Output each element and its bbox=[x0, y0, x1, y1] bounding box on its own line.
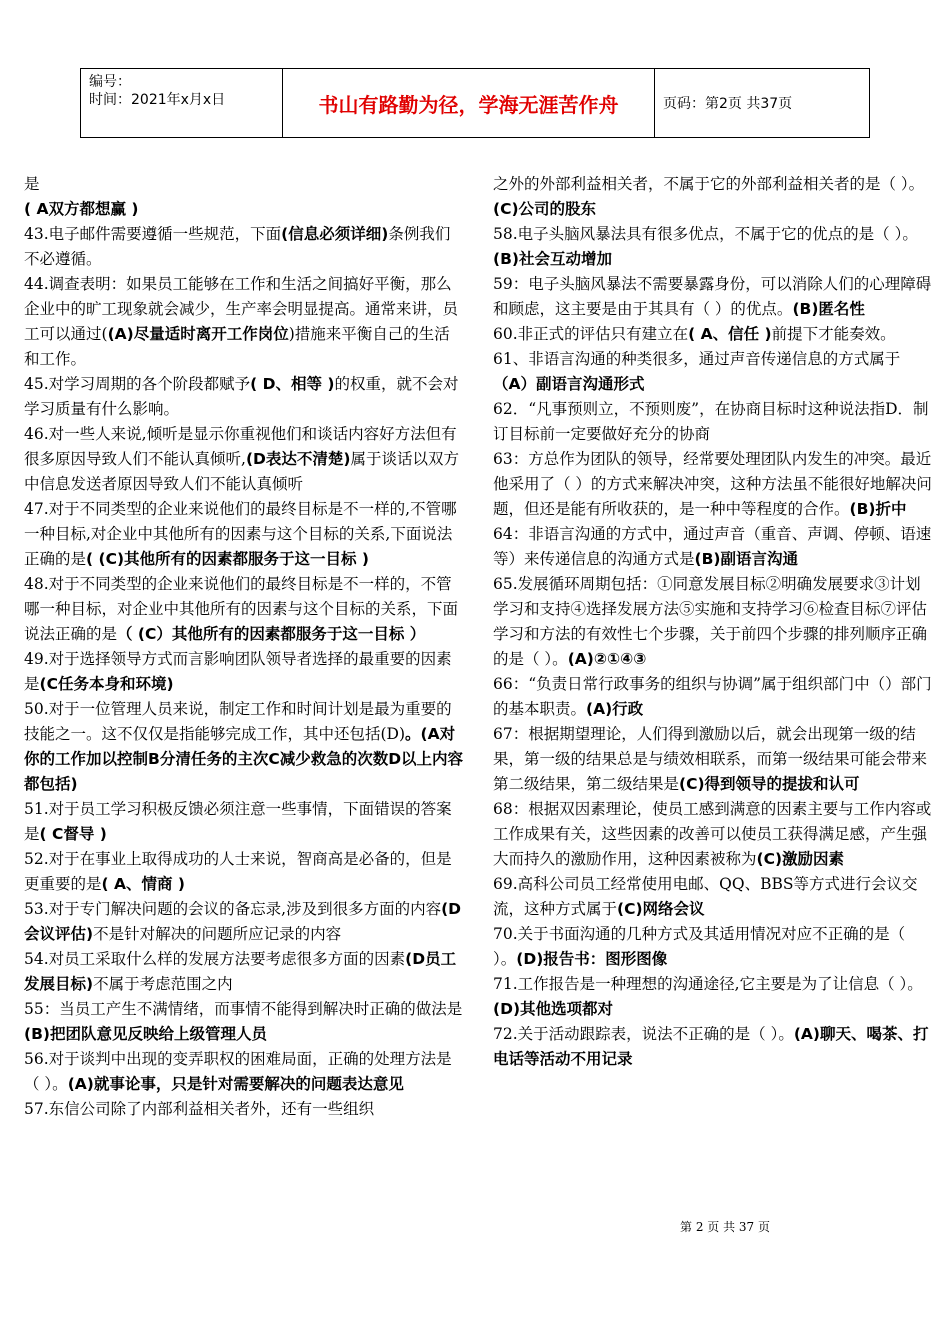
question-q59 bbox=[493, 272, 933, 322]
answer-text: (B)折中 bbox=[849, 500, 907, 518]
question-q56 bbox=[24, 1047, 464, 1097]
answer-text: (A)②①④③ bbox=[567, 650, 647, 668]
question-q67 bbox=[493, 722, 933, 797]
question-text: 61、非语言沟通的种类很多，通过声音传递信息的方式属于 bbox=[493, 350, 901, 368]
question-tail: 属于谈话以双方中信息发送者原因导致人们不能认真倾听 bbox=[24, 450, 459, 493]
question-q54 bbox=[24, 947, 464, 997]
question-q63 bbox=[493, 447, 933, 522]
question-text: 59：电子头脑风暴法不需要暴露身份，可以消除人们的心理障碍和顾虑，这主要是由于其具有（ ）的优点。 bbox=[493, 275, 932, 318]
question-text: 48.对于不同类型的企业来说他们的最终目标是不一样的，不管哪一种目标，对企业中其他所有的因素与这个目标的关系，下面说法正确的是 bbox=[24, 575, 459, 643]
question-q50 bbox=[24, 697, 464, 797]
question-text: 68：根据双因素理论，使员工感到满意的因素主要与工作内容或工作成果有关，这些因素的改善可以使员工获得满足感，产生强大而持久的激励作用，这种因素被称为 bbox=[493, 800, 932, 868]
header-motto: 书山有路勤为径，学海无涯苦作舟 bbox=[283, 69, 655, 137]
question-text: 50.对于一位管理人员来说，制定工作和时间计划是最为重要的技能之一。这不仅仅是指能够完成工作，其中还包括(D) bbox=[24, 700, 452, 743]
answer-text: (C)得到领导的提拔和认可 bbox=[679, 775, 860, 793]
answer-text: (A)聊天、喝茶、打电话等活动不用记录 bbox=[493, 1025, 929, 1068]
question-q60 bbox=[493, 322, 933, 347]
question-q48 bbox=[24, 572, 464, 647]
question-q57 bbox=[24, 1097, 464, 1122]
question-tail: 不属于考虑范围之内 bbox=[93, 975, 233, 993]
question-q52 bbox=[24, 847, 464, 897]
time-label: 时间：2021年x月x日 bbox=[89, 92, 226, 108]
question-text: 72.关于活动跟踪表，说法不正确的是（ ）。 bbox=[493, 1025, 794, 1043]
question-q69 bbox=[493, 872, 933, 922]
question-text: 71.工作报告是一种理想的沟通途径,它主要是为了让信息（ ）。 bbox=[493, 975, 923, 993]
answer-text: (C)公司的股东 bbox=[493, 200, 597, 218]
answer-text: (C)激励因素 bbox=[756, 850, 845, 868]
left-column bbox=[24, 172, 464, 1122]
question-q53 bbox=[24, 897, 464, 947]
question-text: 65.发展循环周期包括：①同意发展目标②明确发展要求③计划学习和支持④选择发展方法⑤实施和支持学习⑥检查目标⑦评估学习和方法的有效性七个步骤，关于前四个步骤的排列顺序正确的是（ ）。 bbox=[493, 575, 928, 668]
question-text: 52.对于在事业上取得成功的人士来说，智商高是必备的，但是更重要的是 bbox=[24, 850, 452, 893]
question-q51 bbox=[24, 797, 464, 847]
answer-text: (A)就事论事，只是针对需要解决的问题表达意见 bbox=[67, 1075, 404, 1093]
question-q68 bbox=[493, 797, 933, 872]
question-text: 63：方总作为团队的领导，经常要处理团队内发生的冲突。最近他采用了（ ）的方式来解决冲突，这种方法虽不能很好地解决问题，但还是能有所收获的，是一种中等程度的合作。 bbox=[493, 450, 932, 518]
header-info bbox=[81, 69, 283, 137]
answer-text: (D会议评估) bbox=[24, 900, 462, 943]
answer-text: (信息必须详细) bbox=[281, 225, 389, 243]
page-footer: 第 2 页 共 37 页 bbox=[680, 1220, 770, 1234]
answer-text: 。(A对你的工作加以控制B分清任务的主次C减少救急的次数D以上内容都包括) bbox=[24, 725, 464, 793]
question-tail: )措施来平衡自己的生活和工作。 bbox=[24, 325, 450, 368]
question-text: 53.对于专门解决问题的会议的备忘录,涉及到很多方面的内容 bbox=[24, 900, 442, 918]
question-q47 bbox=[24, 497, 464, 572]
question-tail: 不是针对解决的问题所应记录的内容 bbox=[93, 925, 342, 943]
question-q57-cont bbox=[493, 172, 933, 222]
question-q42-ans bbox=[24, 197, 464, 222]
question-q43 bbox=[24, 222, 464, 272]
question-q45 bbox=[24, 372, 464, 422]
question-q61 bbox=[493, 347, 933, 397]
answer-text: ( A、情商 ) bbox=[101, 875, 185, 893]
question-text: 62．“凡事预则立，不预则废”，在协商目标时这种说法指D．制订目标前一定要做好充分的协商 bbox=[493, 400, 929, 443]
answer-text: (D表达不清楚) bbox=[245, 450, 351, 468]
question-q46 bbox=[24, 422, 464, 497]
question-text: 60.非正式的评估只有建立在 bbox=[493, 325, 689, 343]
question-q66 bbox=[493, 672, 933, 722]
question-text: 47.对于不同类型的企业来说他们的最终目标是不一样的,不管哪一种目标,对企业中其他所有的因素与这个目标的关系,下面说法正确的是 bbox=[24, 500, 457, 568]
question-q44 bbox=[24, 272, 464, 372]
question-q62 bbox=[493, 397, 933, 447]
answer-text: (D)报告书：图形图像 bbox=[516, 950, 668, 968]
question-text: 67：根据期望理论，人们得到激励以后，就会出现第一级的结果，第一级的结果总是与绩效相联系，而第一级结果可能会带来第二级结果，第二级结果是 bbox=[493, 725, 928, 793]
question-text: 64：非语言沟通的方式中，通过声音（重音、声调、停顿、语速等）来传递信息的沟通方式是 bbox=[493, 525, 932, 568]
question-text: 51.对于员工学习积极反馈必须注意一些事情，下面错误的答案是 bbox=[24, 800, 452, 843]
question-q65 bbox=[493, 572, 933, 672]
answer-text: (C)网络会议 bbox=[617, 900, 705, 918]
answer-text: (B)社会互动增加 bbox=[493, 250, 612, 268]
header-page-info: 页码：第2页 共37页 bbox=[663, 96, 793, 112]
question-text: 70.关于书面沟通的几种方式及其适用情况对应不正确的是（ ）。 bbox=[493, 925, 906, 968]
question-text: 是 bbox=[24, 175, 40, 193]
question-text: 49.对于选择领导方式而言影响团队领导者选择的最重要的因素是 bbox=[24, 650, 452, 693]
answer-text: ( D、相等 ) bbox=[250, 375, 335, 393]
question-q71 bbox=[493, 972, 933, 1022]
answer-text: ( (C)其他所有的因素都服务于这一目标 ) bbox=[86, 550, 370, 568]
question-text: 56.对于谈判中出现的变弄职权的困难局面，正确的处理方法是（ ）。 bbox=[24, 1050, 452, 1093]
right-column bbox=[493, 172, 933, 1072]
answer-text: (C任务本身和环境) bbox=[39, 675, 174, 693]
answer-text: (B)副语言沟通 bbox=[694, 550, 798, 568]
question-text: 69.高科公司员工经常使用电邮、QQ、BBS等方式进行会议交流，这种方式属于 bbox=[493, 875, 918, 918]
question-text: 57.东信公司除了内部利益相关者外，还有一些组织 bbox=[24, 1100, 375, 1118]
question-text: 55：当员工产生不满情绪，而事情不能得到解决时正确的做法是 bbox=[24, 1000, 463, 1018]
question-q72 bbox=[493, 1022, 933, 1072]
answer-text: (B)匿名性 bbox=[792, 300, 865, 318]
answer-text: ( C督导 ) bbox=[39, 825, 107, 843]
question-tail: 前提下才能奏效。 bbox=[771, 325, 896, 343]
answer-text: (A)行政 bbox=[586, 700, 644, 718]
answer-text: （ (C）其他所有的因素都服务于这一目标 ） bbox=[117, 625, 426, 643]
question-q64 bbox=[493, 522, 933, 572]
question-text: 58.电子头脑风暴法具有很多优点，不属于它的优点的是（ ）。 bbox=[493, 225, 918, 243]
question-text: 43.电子邮件需要遵循一些规范，下面 bbox=[24, 225, 282, 243]
answer-text: (B)把团队意见反映给上级管理人员 bbox=[24, 1025, 267, 1043]
question-q42-cont bbox=[24, 172, 464, 197]
answer-text: (D员工发展目标) bbox=[24, 950, 457, 993]
number-label: 编号： bbox=[89, 74, 131, 90]
question-q49 bbox=[24, 647, 464, 697]
answer-text: ( A双方都想赢 ) bbox=[24, 200, 139, 218]
question-q55 bbox=[24, 997, 464, 1047]
answer-text: (A)尽量适时离开工作岗位 bbox=[107, 325, 289, 343]
page-header bbox=[80, 68, 870, 138]
answer-text: ( A、信任 ) bbox=[688, 325, 772, 343]
question-tail: 的权重，就不会对学习质量有什么影响。 bbox=[24, 375, 459, 418]
question-text: 44.调查表明：如果员工能够在工作和生活之间搞好平衡，那么企业中的旷工现象就会减少，生产率会明显提高。通常来讲，员工可以通过( bbox=[24, 275, 459, 343]
question-text: 之外的外部利益相关者，不属于它的外部利益相关者的是（ ）。 bbox=[493, 175, 925, 193]
question-text: 45.对学习周期的各个阶段都赋予 bbox=[24, 375, 251, 393]
question-tail: 条例我们不必遵循。 bbox=[24, 225, 451, 268]
question-q58 bbox=[493, 222, 933, 272]
answer-text: (D)其他选项都对 bbox=[493, 1000, 614, 1018]
answer-text: （A）副语言沟通形式 bbox=[493, 375, 645, 393]
question-text: 46.对一些人来说,倾听是显示你重视他们和谈话内容好方法但有很多原因导致人们不能认真倾听, bbox=[24, 425, 457, 468]
question-q70 bbox=[493, 922, 933, 972]
question-text: 66：“负责日常行政事务的组织与协调”属于组织部门中（）部门的基本职责。 bbox=[493, 675, 932, 718]
question-text: 54.对员工采取什么样的发展方法要考虑很多方面的因素 bbox=[24, 950, 406, 968]
